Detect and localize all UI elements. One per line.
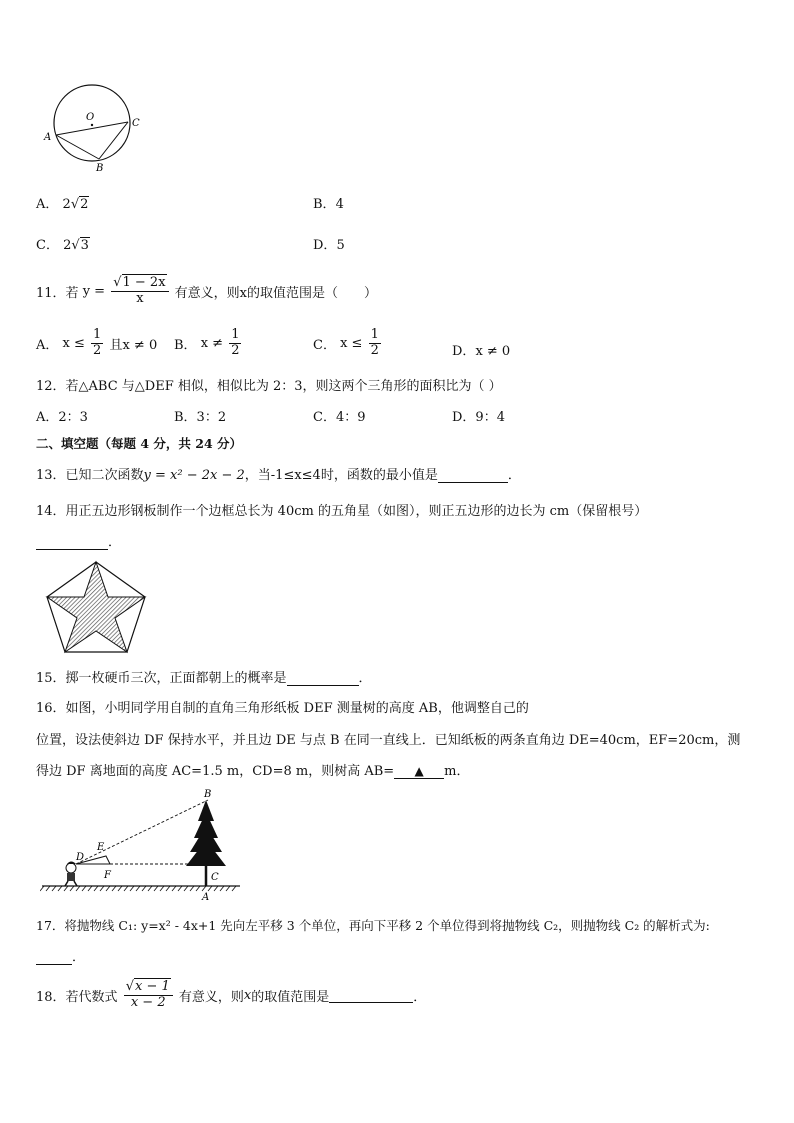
circle-figure <box>38 82 148 174</box>
star-shape <box>47 562 145 652</box>
q15-question: 15．掷一枚硬币三次，正面都朝上的概率是 ． <box>36 671 372 686</box>
q15-answer-blank[interactable] <box>287 671 359 686</box>
q10-option-a: A． 2√2 <box>36 197 89 212</box>
q12-option-d: D．9：4 <box>452 410 505 425</box>
q17-question: 17．将抛物线 C₁: y=x² - 4x+1 先向左平移 3 个单位，再向下平移 2 个单位得到将抛物线 C₂，则抛物线 C₂ 的解析式为: <box>36 918 710 933</box>
q16-line3: 得边 DF 离地面的高度 AC=1.5 m，CD=8 m，则树高 AB= ▲ m． <box>36 764 470 779</box>
label-a: A <box>202 892 210 903</box>
q14-answer-line: ． <box>36 531 121 550</box>
label-c: C <box>211 872 219 883</box>
label-b: B <box>96 163 104 174</box>
q16-answer-blank[interactable]: ▲ <box>394 764 444 779</box>
label-b: B <box>204 789 212 800</box>
ground-hatching <box>40 886 236 891</box>
q12-option-a: A．2：3 <box>36 410 88 425</box>
label-e: E <box>97 842 105 853</box>
tree-measurement-figure <box>40 786 245 904</box>
q18-answer-blank[interactable] <box>329 988 413 1003</box>
q18-fraction: $\frac{√x - 1}{x - 2}$ <box>124 980 173 1011</box>
q16-line2: 位置，设法使斜边 DF 保持水平，并且边 DE 与点 B 在同一直线上．已知纸板的两条直角边 DE=40cm，EF=20cm，测 <box>36 733 741 748</box>
center-point <box>91 124 93 126</box>
q11-fraction: $\frac{√1 - 2x}{x}$ <box>111 276 168 307</box>
q17-answer-line: ． <box>36 946 85 965</box>
label-o: O <box>86 112 95 123</box>
label-f: F <box>104 870 111 881</box>
q10-option-b: B．4 <box>313 197 344 212</box>
q14-question: 14．用正五边形钢板制作一个边框总长为 40cm 的五角星（如图），则正五边形的边长为 cm（保留根号） <box>36 504 648 519</box>
person-icon <box>65 862 77 887</box>
chord-bc <box>99 122 128 159</box>
q18-question: 18．若代数式 $\frac{√x - 1}{x - 2}$ 有意义，则x的取值范围是 ． <box>36 979 427 1010</box>
q12-option-c: C．4：9 <box>313 410 366 425</box>
q13-answer-blank[interactable] <box>438 468 508 483</box>
q10-option-d: D．5 <box>313 238 345 253</box>
q16-line1: 16．如图，小明同学用自制的直角三角形纸板 DEF 测量树的高度 AB，他调整自己的 <box>36 701 529 716</box>
q13-question: 13．已知二次函数y = x² − 2x − 2，当-1≤x≤4时，函数的最小值是 ． <box>36 468 521 483</box>
q11-option-b: B． x ≠ $\frac{1}{2}$ <box>174 327 240 358</box>
sight-line-db <box>76 800 208 864</box>
q10-option-c: C． 2√3 <box>36 238 89 253</box>
q14-answer-blank[interactable] <box>36 535 108 550</box>
circle-outline <box>54 85 130 161</box>
q12-option-b: B．3：2 <box>174 410 227 425</box>
section-heading: 二、填空题（每题 4 分，共 24 分） <box>36 436 243 451</box>
q17-answer-blank[interactable] <box>36 950 72 965</box>
tree-icon <box>186 800 226 886</box>
q12-question: 12．若△ABC 与△DEF 相似，相似比为 2：3，则这两个三角形的面积比为（ ） <box>36 379 502 394</box>
label-a: A <box>44 132 52 143</box>
q11-option-a: A． x ≤ $\frac{1}{2}$ 且x ≠ 0 <box>36 327 158 358</box>
q11-question: 11．若 y = $\frac{√1 - 2x}{x}$ 有意义，则x的取值范围是（ ） <box>36 275 378 306</box>
q11-option-d: D．x ≠ 0 <box>452 344 511 359</box>
label-c: C <box>132 118 140 129</box>
label-d: D <box>76 852 85 863</box>
pentagon-star-figure <box>44 560 148 654</box>
q11-option-c: C． x ≤ $\frac{1}{2}$ <box>313 327 379 358</box>
